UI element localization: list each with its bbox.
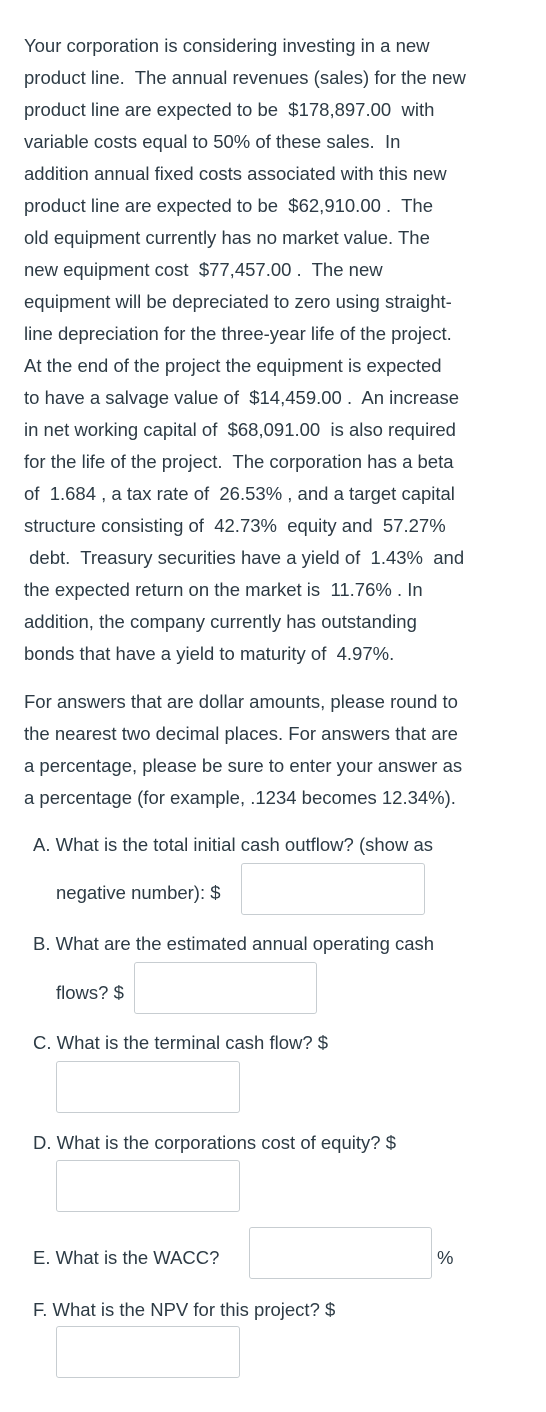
question-e-label: E. What is the WACC? (33, 1247, 220, 1268)
wacc-input[interactable] (249, 1227, 432, 1279)
problem-statement: Your corporation is considering investing in a new product line. The annual revenues (sales) for the new product line are expected to be $178,897.00 with variable costs equal to 50% of these sales. In addition annual fixed costs associated with this new product line are expected to be $62,910.00 . The old equipment currently has no market value. The new equipment cost $77,457.00 . The new equipment will be depreciated to zero using straight- line depreciation for the three-year life of the project. At the end of the project the equipment is expected to have a salvage value of $14,459.00 . An increase in net working capital of $68,091.00 is also required for the life of the project. The corporation has a beta of 1.684 , a tax rate of 26.53% , and a target capital structure consisting of 42.73% equity and 57.27% debt. Treasury securities have a yield of 1.43% and the expected return on the market is 11.76% . In addition, the company currently has outstanding bonds that have a yield to maturity of 4.97%. (24, 35, 466, 664)
initial-cash-outflow-input[interactable] (241, 863, 425, 915)
npv-input[interactable] (56, 1326, 240, 1378)
question-f-label: F. What is the NPV for this project? $ (33, 1299, 336, 1320)
question-d-label: D. What is the corporations cost of equity? $ (33, 1132, 396, 1153)
terminal-cash-flow-input[interactable] (56, 1061, 240, 1113)
rounding-instructions: For answers that are dollar amounts, please round to the nearest two decimal places. For answers that are a percentage, please be sure to enter your answer as a percentage (for example, .1234 becomes 12.34%). (24, 691, 463, 808)
question-c-label: C. What is the terminal cash flow? $ (33, 1032, 329, 1053)
question-a-label-line2: negative number): $ (56, 882, 221, 903)
percent-unit-label: % (437, 1247, 454, 1268)
annual-operating-cash-flow-input[interactable] (134, 962, 317, 1014)
question-b-label-line1: B. What are the estimated annual operating cash (33, 933, 435, 954)
cost-of-equity-input[interactable] (56, 1160, 240, 1212)
question-b-label-line2: flows? $ (56, 982, 124, 1003)
question-a-label-line1: A. What is the total initial cash outflow? (show as (33, 834, 433, 855)
